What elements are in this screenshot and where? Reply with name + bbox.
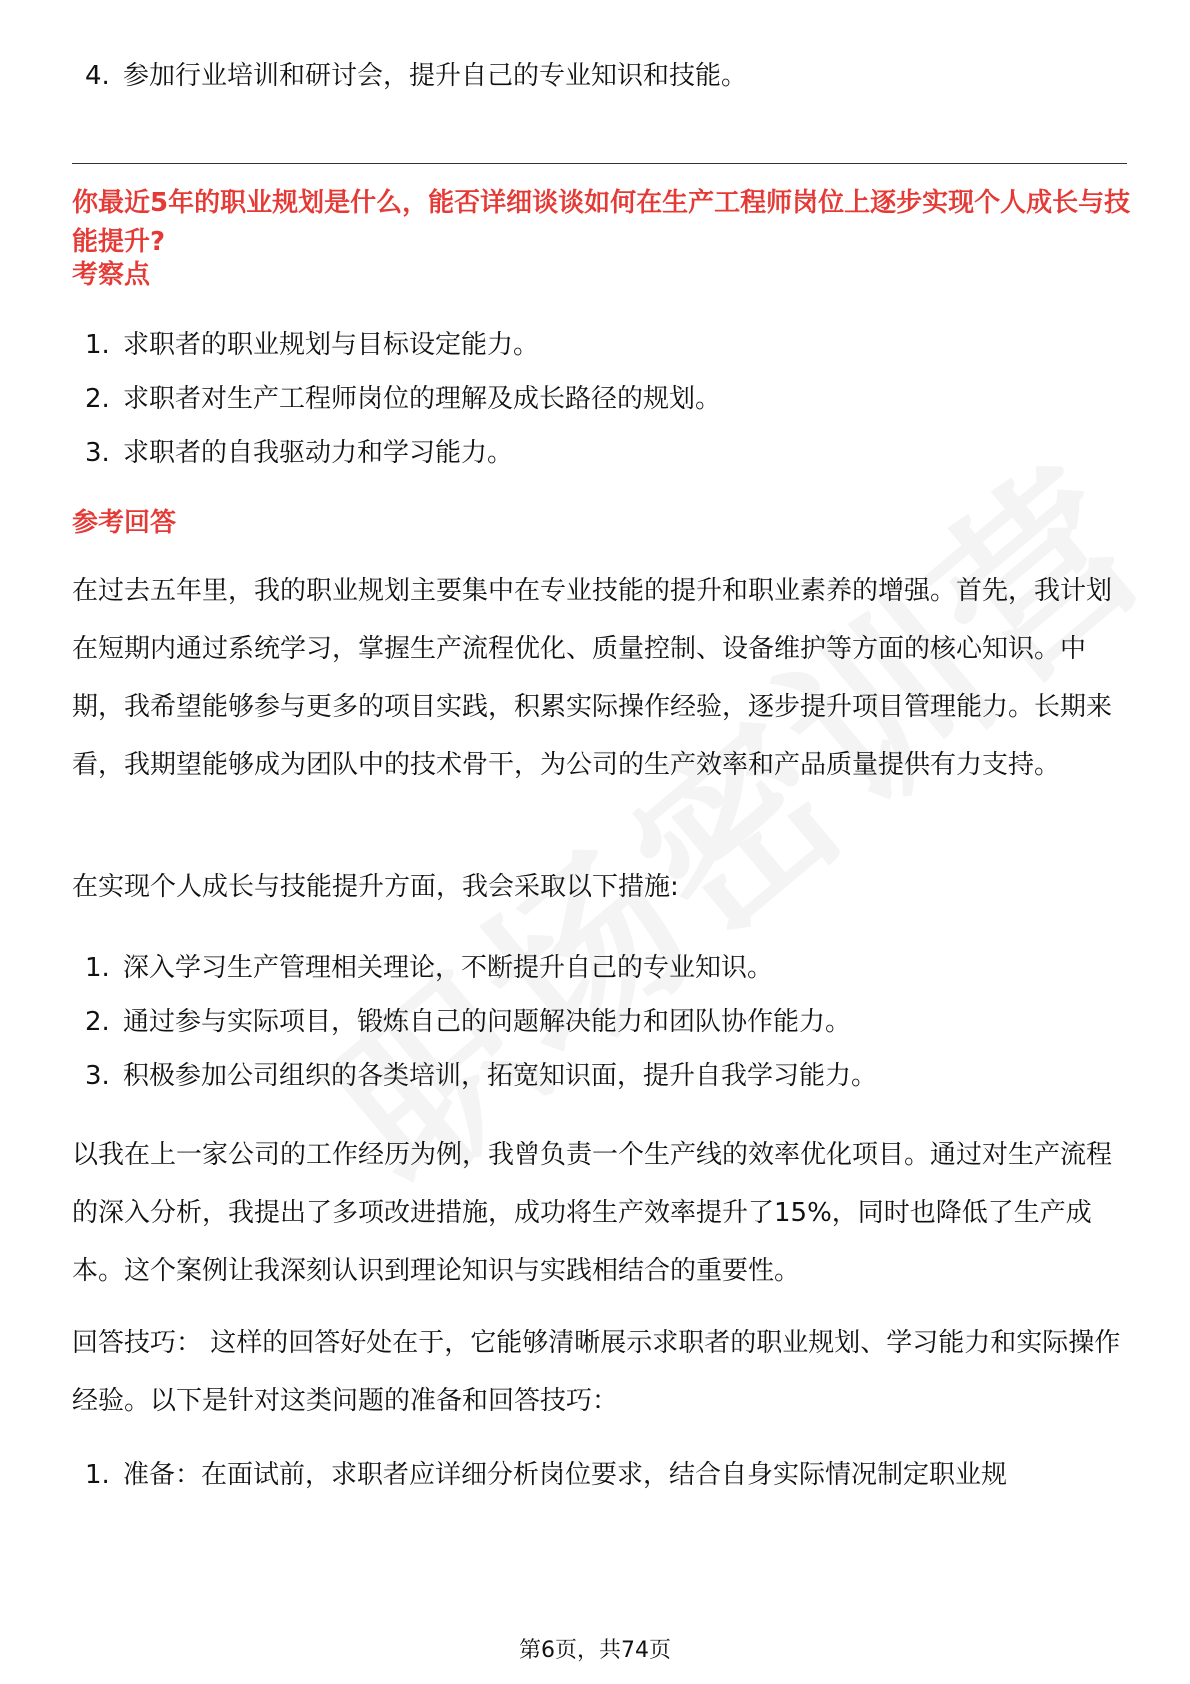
list-item-number: 4.	[85, 61, 110, 91]
list-item-text: 通过参与实际项目，锻炼自己的问题解决能力和团队协作能力。	[123, 1007, 852, 1037]
list-item	[85, 435, 513, 471]
list-item	[85, 58, 747, 94]
list-item-text: 求职者的自我驱动力和学习能力。	[123, 438, 514, 468]
list-item-number: 1.	[85, 1460, 110, 1490]
list-item	[85, 1058, 877, 1094]
list-item	[85, 950, 773, 986]
question-heading: 你最近5年的职业规划是什么，能否详细谈谈如何在生产工程师岗位上逐步实现个人成长与技能提升?	[72, 188, 1131, 257]
list-item-text: 参加行业培训和研讨会，提升自己的专业知识和技能。	[123, 61, 748, 91]
focus-heading: 考察点	[72, 260, 151, 290]
list-item-number: 1.	[85, 330, 110, 360]
answer-paragraph: 以我在上一家公司的工作经历为例，我曾负责一个生产线的效率优化项目。通过对生产流程的深入分析，我提出了多项改进措施，成功将生产效率提升了15%，同时也降低了生产成本。这个案例让我深刻认识到理论知识与实践相结合的重要性。	[72, 1140, 1113, 1286]
list-item-number: 2.	[85, 384, 110, 414]
list-item-text: 求职者对生产工程师岗位的理解及成长路径的规划。	[123, 384, 722, 414]
page-footer: 第6页，共74页	[519, 1638, 671, 1663]
list-item-text: 求职者的职业规划与目标设定能力。	[123, 330, 540, 360]
list-item-number: 2.	[85, 1007, 110, 1037]
list-item-number: 3.	[85, 1061, 110, 1091]
section-divider	[72, 163, 1127, 164]
answer-heading: 参考回答	[72, 508, 177, 538]
list-item	[85, 1004, 851, 1040]
watermark	[267, 397, 1190, 1236]
list-item-text: 准备：在面试前，求职者应详细分析岗位要求，结合自身实际情况制定职业规	[123, 1460, 1008, 1490]
list-item	[85, 327, 539, 363]
list-item	[85, 381, 721, 417]
list-item-number: 1.	[85, 953, 110, 983]
list-item-text: 深入学习生产管理相关理论，不断提升自己的专业知识。	[123, 953, 774, 983]
list-item-number: 3.	[85, 438, 110, 468]
list-item	[85, 1457, 1007, 1493]
answer-paragraph: 在实现个人成长与技能提升方面，我会采取以下措施:	[72, 872, 679, 902]
list-item-text: 积极参加公司组织的各类培训，拓宽知识面，提升自我学习能力。	[123, 1061, 878, 1091]
answer-paragraph: 在过去五年里，我的职业规划主要集中在专业技能的提升和职业素养的增强。首先，我计划在短期内通过系统学习，掌握生产流程优化、质量控制、设备维护等方面的核心知识。中期，我希望能够参与更多的项目实践，积累实际操作经验，逐步提升项目管理能力。长期来看，我期望能够成为团队中的技术骨干，为公司的生产效率和产品质量提供有力支持。	[72, 576, 1113, 780]
tips-paragraph: 回答技巧： 这样的回答好处在于，它能够清晰展示求职者的职业规划、学习能力和实际操作经验。以下是针对这类问题的准备和回答技巧：	[72, 1328, 1121, 1416]
